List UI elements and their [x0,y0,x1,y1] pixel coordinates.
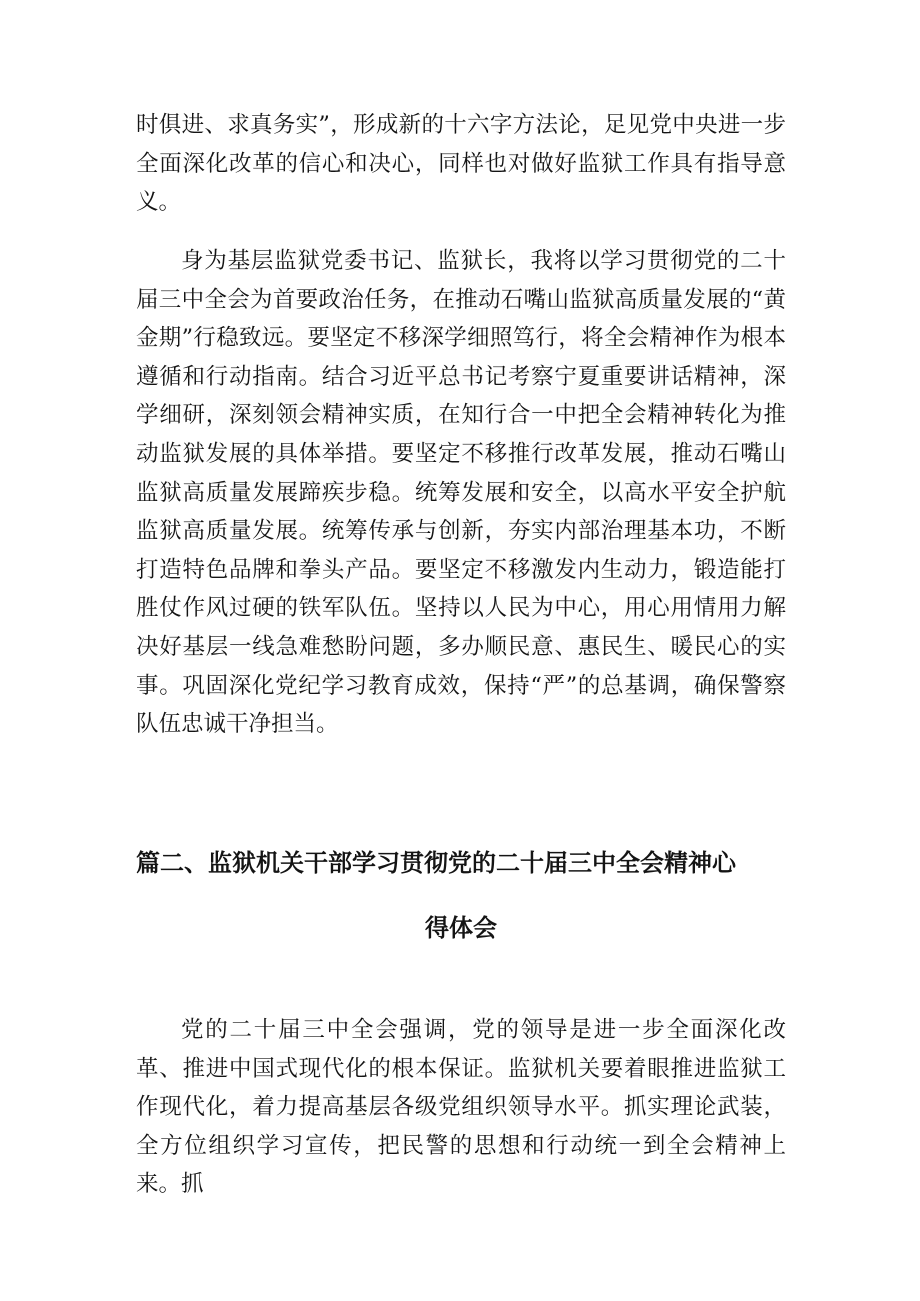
paragraph-section-two-intro: 党的二十届三中全会强调，党的领导是进一步全面深化改革、推进中国式现代化的根本保证。监狱机关要着眼推进监狱工作现代化，着力提高基层各级党组织领导水平。抓实理论武装，全方位组织学习宣传，把民警的思想和行动统一到全会精神上来。抓 [136,1017,786,1198]
paragraph-secretary-statement: 身为基层监狱党委书记、监狱长，我将以学习贯彻党的二十届三中全会为首要政治任务，在推动石嘴山监狱高质量发展的“黄金期”行稳致远。要坚定不移深学细照笃行，将全会精神作为根本遵循和行动指南。结合习近平总书记考察宁夏重要讲话精神，深学细研，深刻领会精神实质，在知行合一中把全会精神转化为推动监狱发展的具体举措。要坚定不移推行改革发展，推动石嘴山监狱高质量发展蹄疾步稳。统筹发展和安全，以高水平安全护航监狱高质量发展。统筹传承与创新，夯实内部治理基本功，不断打造特色品牌和拳头产品。要坚定不移激发内生动力，锻造能打胜仗作风过硬的铁军队伍。坚持以人民为中心，用心用情用力解决好基层一线急难愁盼问题，多办顺民意、惠民生、暖民心的实事。巩固深化党纪学习教育成效，保持“严”的总基调，确保警察队伍忠诚干净担当。 [136,248,786,738]
section-heading-line2: 得体会 [425,914,497,942]
paragraph-continuation: 时俱进、求真务实”，形成新的十六字方法论，足见党中央进一步全面深化改革的信心和决心，同样也对做好监狱工作具有指导意义。 [136,112,786,216]
section-heading-line1: 篇二、监狱机关干部学习贯彻党的二十届三中全会精神心 [136,849,736,877]
